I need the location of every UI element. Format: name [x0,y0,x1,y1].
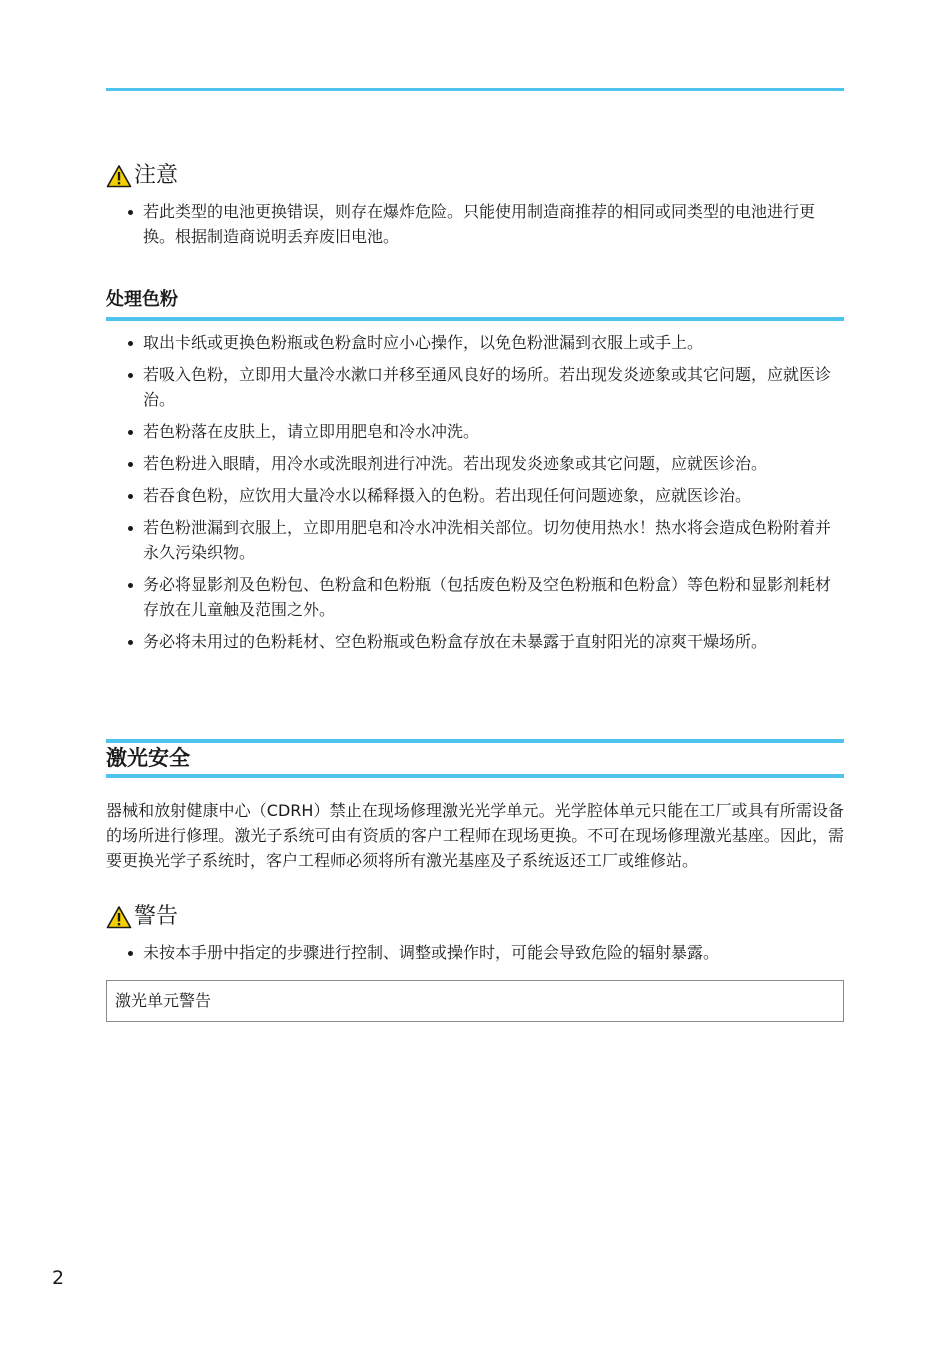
laser-section-rule-top [106,739,844,743]
toner-list [126,330,844,661]
toner-section-rule [106,317,844,321]
list-item: 务必将显影剂及色粉包、色粉盒和色粉瓶（包括废色粉及空色粉瓶和色粉盒）等色粉和显影剂耗材存放在儿童触及范围之外。 [126,572,844,622]
list-item: 若色粉泄漏到衣服上，立即用肥皂和冷水冲洗相关部位。切勿使用热水！热水将会造成色粉附着并永久污染织物。 [126,515,844,565]
list-item: 未按本手册中指定的步骤进行控制、调整或操作时，可能会导致危险的辐射暴露。 [126,940,844,965]
caution-heading [106,162,178,190]
warning-heading [106,903,178,931]
laser-paragraph: 器械和放射健康中心（CDRH）禁止在现场修理激光光学单元。光学腔体单元只能在工厂或具有所需设备的场所进行修理。激光子系统可由有资质的客户工程师在现场更换。不可在现场修理激光基座。因此，需要更换光学子系统时，客户工程师必须将所有激光基座及子系统返还工厂或维修站。 [106,801,844,870]
header-rule [106,88,844,91]
list-item: 若吸入色粉，立即用大量冷水漱口并移至通风良好的场所。若出现发炎迹象或其它问题，应就医诊治。 [126,362,844,412]
laser-label-title: 激光单元警告 [115,991,212,1010]
list-item: 若色粉进入眼睛，用冷水或洗眼剂进行冲洗。若出现发炎迹象或其它问题，应就医诊治。 [126,451,844,476]
list-item: 务必将未用过的色粉耗材、空色粉瓶或色粉盒存放在未暴露于直射阳光的凉爽干燥场所。 [126,629,844,654]
laser-section-rule-bottom [106,774,844,778]
caution-list [126,199,844,256]
toner-section-heading: 处理色粉 [106,289,178,310]
list-item: 若吞食色粉，应饮用大量冷水以稀释摄入的色粉。若出现任何问题迹象，应就医诊治。 [126,483,844,508]
warning-heading-label: 警告 [134,904,179,929]
warning-triangle-icon [106,164,132,188]
list-item: 若色粉落在皮肤上，请立即用肥皂和冷水冲洗。 [126,419,844,444]
warning-triangle-icon [106,905,132,929]
list-item: 若此类型的电池更换错误，则存在爆炸危险。只能使用制造商推荐的相同或同类型的电池进行更换。根据制造商说明丢弃废旧电池。 [126,199,844,249]
laser-label-box [106,980,844,1022]
laser-section-heading: 激光安全 [106,746,190,770]
caution-heading-label: 注意 [134,163,179,188]
page-number: 2 [52,1267,65,1289]
list-item: 取出卡纸或更换色粉瓶或色粉盒时应小心操作，以免色粉泄漏到衣服上或手上。 [126,330,844,355]
warning-list [126,940,844,972]
